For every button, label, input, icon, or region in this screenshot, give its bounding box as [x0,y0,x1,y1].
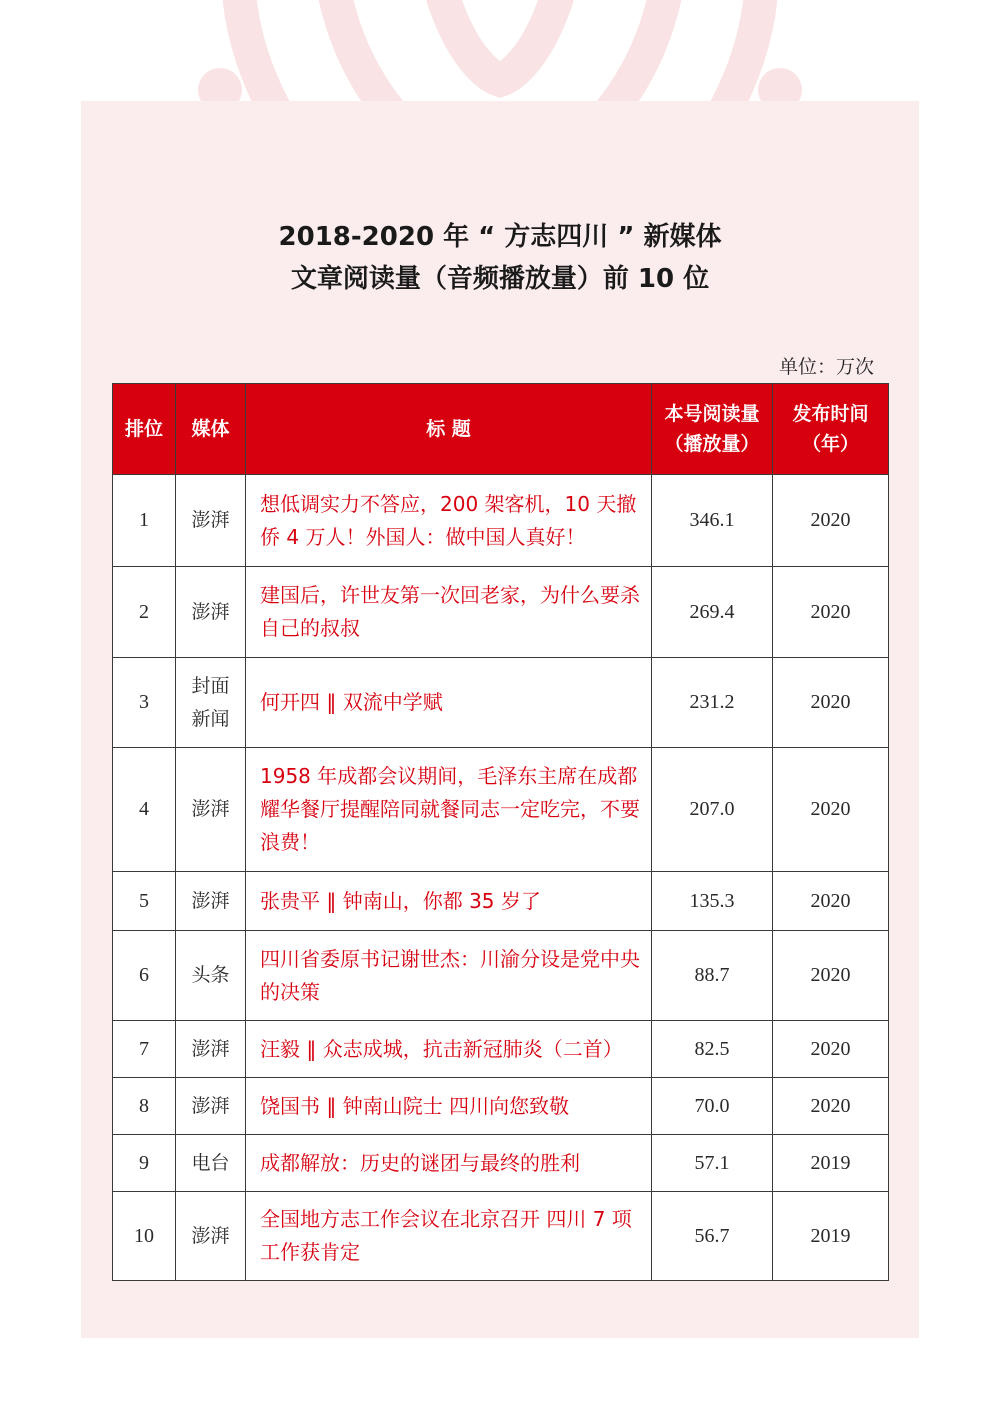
media-cell: 澎湃 [176,1192,246,1281]
year-cell: 2020 [773,475,889,567]
page-title-line2: 文章阅读量（音频播放量）前 10 位 [290,264,710,294]
title-cell: 饶国书 ‖ 钟南山院士 四川向您致敬 [246,1078,652,1135]
media-cell: 封面新闻 [176,658,246,748]
table-row [113,658,889,748]
rank-cell: 10 [113,1192,176,1281]
header-views [652,384,773,475]
header-title: 标 题 [246,384,652,475]
year-cell: 2020 [773,748,889,872]
title-cell: 想低调实力不答应，200 架客机，10 天撤侨 4 万人！外国人：做中国人真好！ [246,475,652,567]
rank-cell: 2 [113,567,176,658]
year-cell: 2020 [773,931,889,1021]
table-row [113,1135,889,1192]
year-cell: 2019 [773,1135,889,1192]
title-cell: 成都解放：历史的谜团与最终的胜利 [246,1135,652,1192]
table-header-row [113,384,889,475]
header-media: 媒体 [176,384,246,475]
table-row [113,475,889,567]
rank-cell: 1 [113,475,176,567]
table-row [113,567,889,658]
table-row [113,1078,889,1135]
header-views-line1: 本号阅读量 [664,403,760,425]
media-cell: 澎湃 [176,1078,246,1135]
year-cell: 2020 [773,872,889,931]
header-year [773,384,889,475]
title-cell: 何开四 ‖ 双流中学赋 [246,658,652,748]
rank-cell: 5 [113,872,176,931]
title-cell: 1958 年成都会议期间，毛泽东主席在成都耀华餐厅提醒陪同就餐同志一定吃完，不要浪费！ [246,748,652,872]
header-rank: 排位 [113,384,176,475]
rank-cell: 3 [113,658,176,748]
year-cell: 2020 [773,658,889,748]
views-cell: 70.0 [652,1078,773,1135]
title-cell: 汪毅 ‖ 众志成城，抗击新冠肺炎（二首） [246,1021,652,1078]
views-cell: 82.5 [652,1021,773,1078]
ranking-table [112,383,889,1281]
media-cell: 电台 [176,1135,246,1192]
rank-cell: 4 [113,748,176,872]
views-cell: 231.2 [652,658,773,748]
rank-cell: 9 [113,1135,176,1192]
table-row [113,872,889,931]
title-cell: 四川省委原书记谢世杰：川渝分设是党中央的决策 [246,931,652,1021]
media-cell: 澎湃 [176,748,246,872]
table-row [113,748,889,872]
media-cell: 澎湃 [176,872,246,931]
year-cell: 2020 [773,1078,889,1135]
title-cell: 建国后，许世友第一次回老家，为什么要杀自己的叔叔 [246,567,652,658]
unit-label: 单位：万次 [778,356,874,378]
table-row [113,1021,889,1078]
views-cell: 88.7 [652,931,773,1021]
header-year-line1: 发布时间 [792,403,869,425]
views-cell: 56.7 [652,1192,773,1281]
table-row [113,1192,889,1281]
year-cell: 2020 [773,1021,889,1078]
media-cell: 澎湃 [176,1021,246,1078]
title-cell: 全国地方志工作会议在北京召开 四川 7 项工作获肯定 [246,1192,652,1281]
page-title-line1: 2018-2020 年 “ 方志四川 ” 新媒体 [278,222,722,252]
title-cell: 张贵平 ‖ 钟南山，你都 35 岁了 [246,872,652,931]
media-cell: 澎湃 [176,475,246,567]
header-year-line2: （年） [801,433,859,455]
views-cell: 269.4 [652,567,773,658]
rank-cell: 8 [113,1078,176,1135]
year-cell: 2020 [773,567,889,658]
media-cell: 澎湃 [176,567,246,658]
rank-cell: 7 [113,1021,176,1078]
views-cell: 346.1 [652,475,773,567]
year-cell: 2019 [773,1192,889,1281]
views-cell: 57.1 [652,1135,773,1192]
media-cell: 头条 [176,931,246,1021]
rank-cell: 6 [113,931,176,1021]
header-views-line2: （播放量） [664,433,760,455]
table-row [113,931,889,1021]
views-cell: 135.3 [652,872,773,931]
views-cell: 207.0 [652,748,773,872]
